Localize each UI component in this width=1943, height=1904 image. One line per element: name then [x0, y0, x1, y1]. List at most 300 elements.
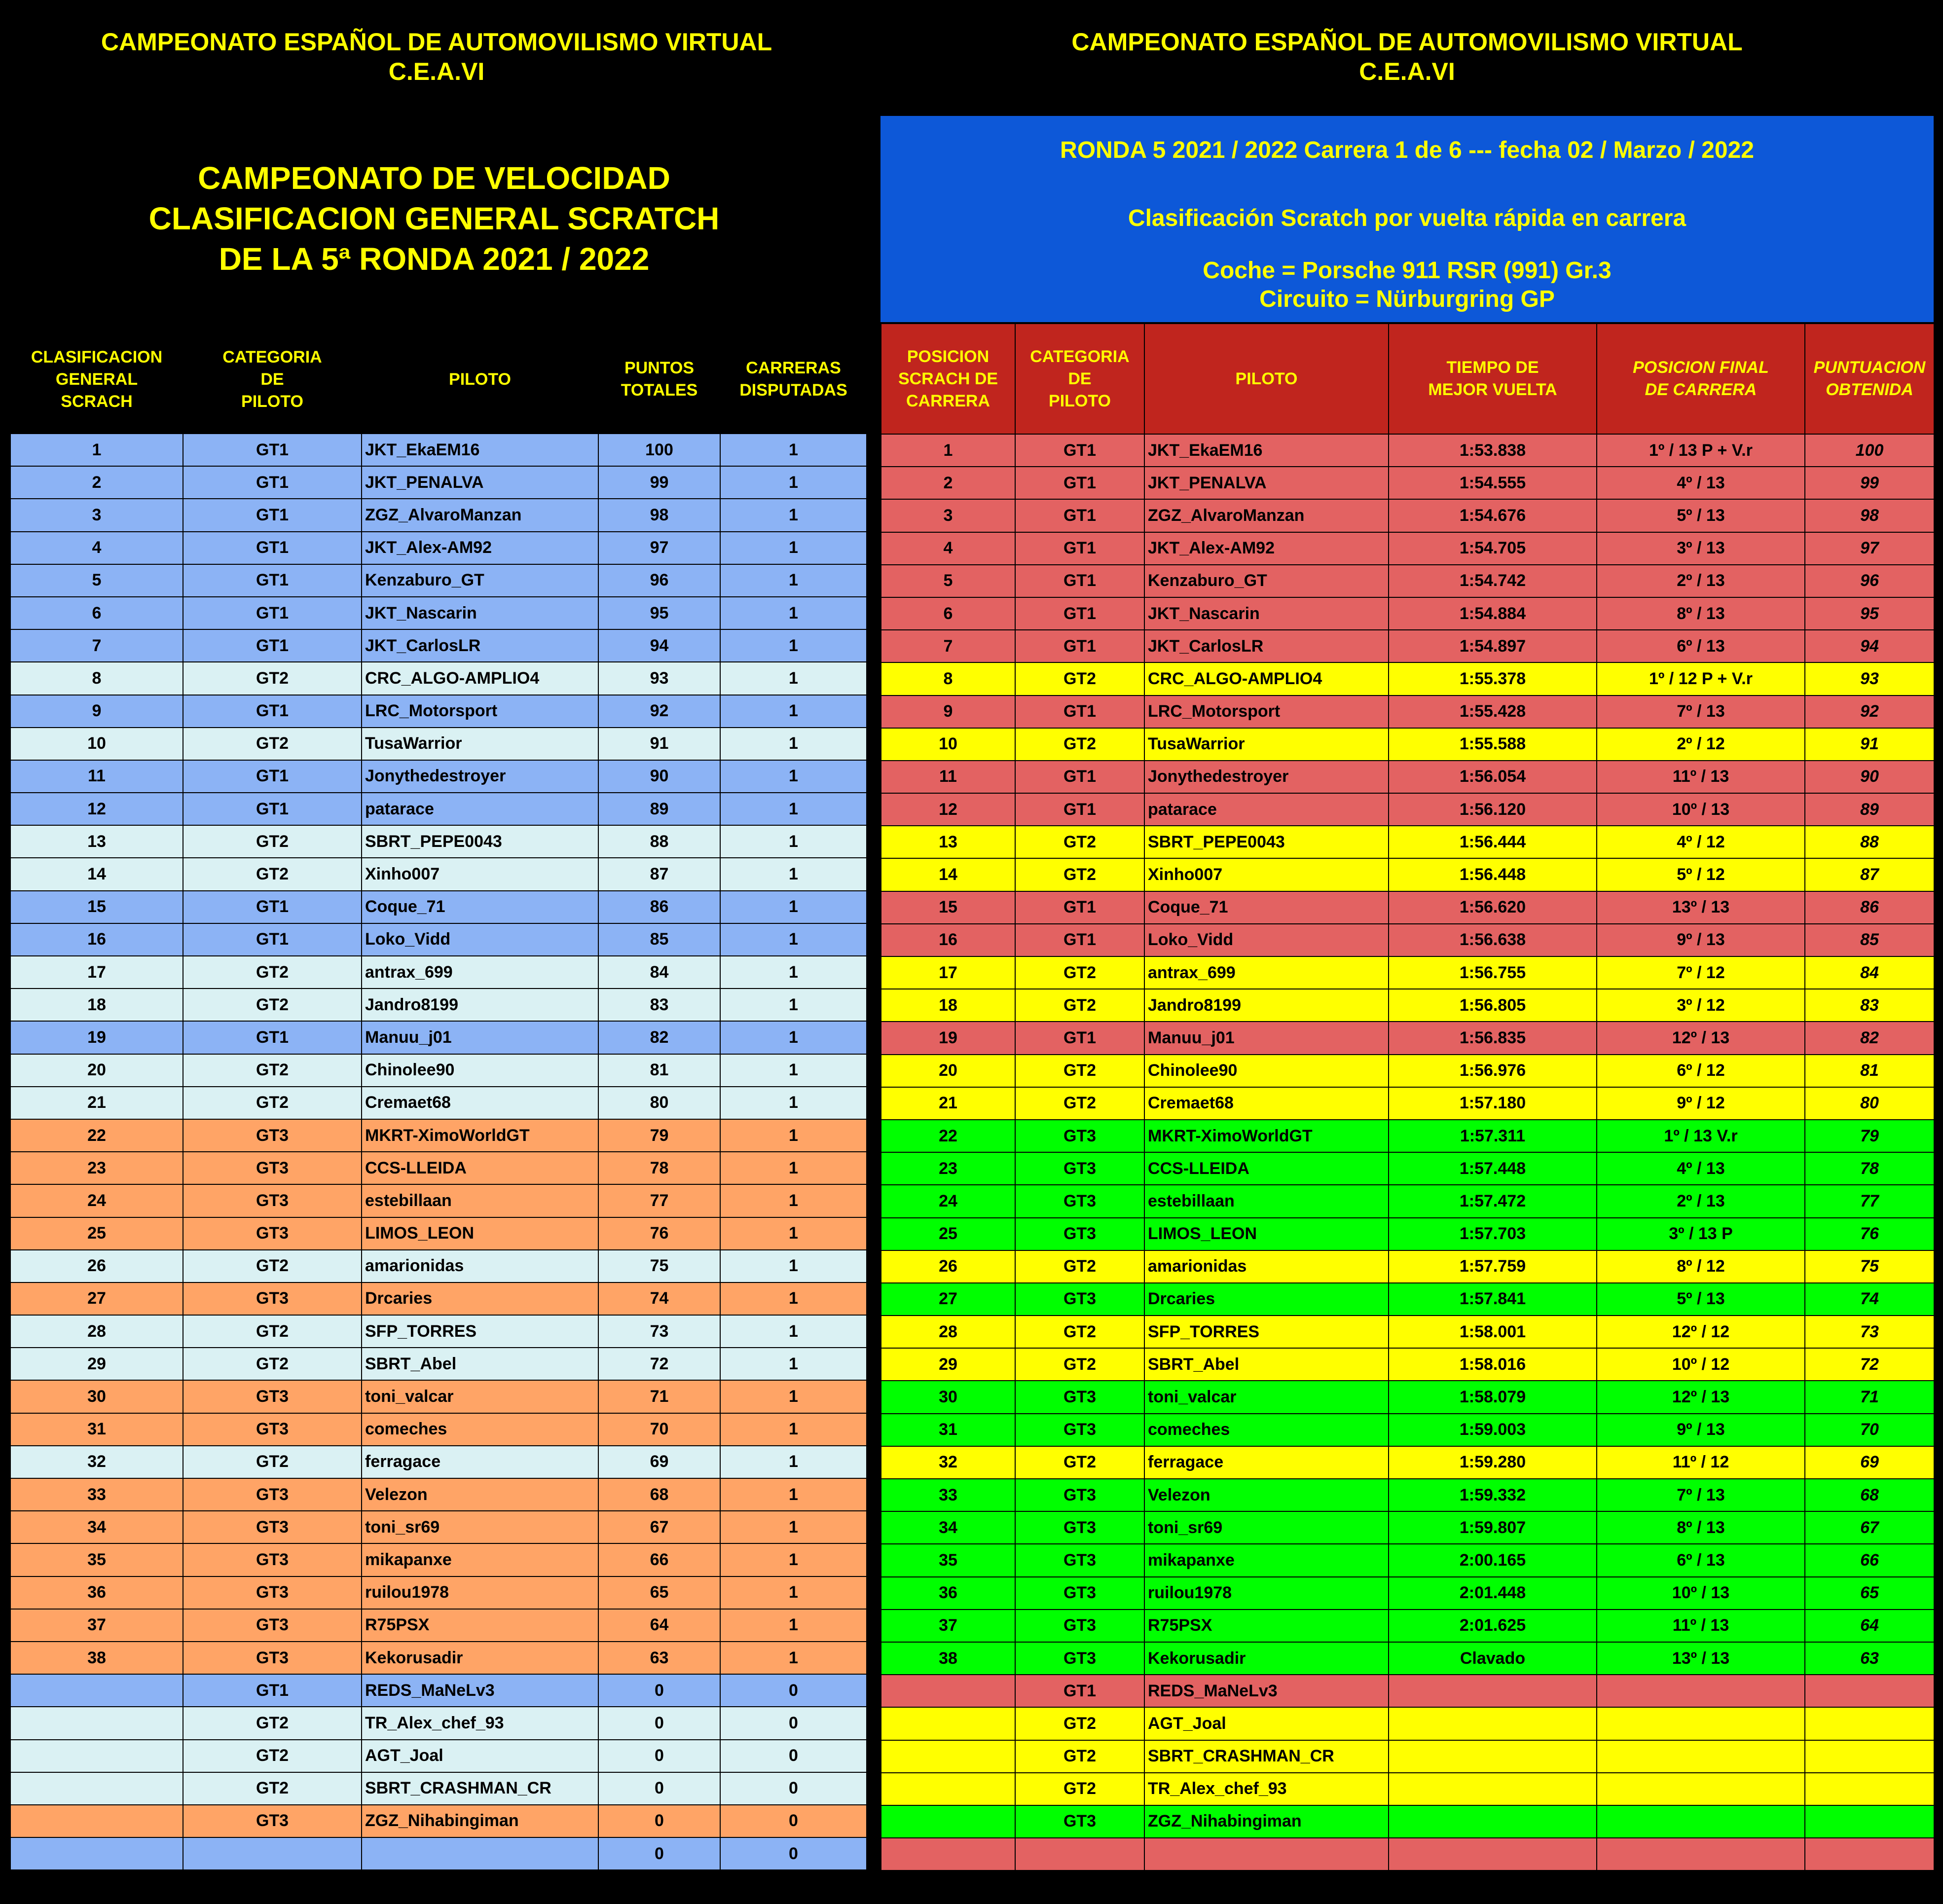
position-cell: 11 [10, 760, 183, 793]
race-position-cell: 36 [881, 1577, 1015, 1610]
final-position-cell [1597, 1838, 1805, 1870]
race-result-row [881, 1610, 1934, 1642]
standings-header-row [10, 326, 867, 434]
category-cell: GT3 [183, 1478, 362, 1511]
score-cell: 74 [1805, 1283, 1934, 1316]
category-cell: GT1 [183, 564, 362, 597]
points-cell: 76 [598, 1217, 720, 1250]
category-cell: GT1 [183, 923, 362, 956]
position-cell: 8 [10, 662, 183, 695]
category-cell: GT3 [1015, 1544, 1144, 1576]
position-cell: 24 [10, 1184, 183, 1217]
race-col-header-line: POSICION [907, 347, 990, 366]
position-cell: 3 [10, 499, 183, 531]
best-lap-cell: 1:53.838 [1389, 434, 1597, 467]
pilot-cell: Kekorusadir [1144, 1642, 1389, 1675]
race-result-row [881, 924, 1934, 956]
race-result-row [881, 1577, 1934, 1610]
race-position-cell: 25 [881, 1218, 1015, 1250]
race-result-row [881, 891, 1934, 924]
pilot-cell: Kekorusadir [362, 1642, 598, 1674]
races-cell: 0 [720, 1740, 867, 1772]
best-lap-cell: 1:59.003 [1389, 1414, 1597, 1446]
score-cell: 68 [1805, 1479, 1934, 1511]
best-lap-cell: 2:00.165 [1389, 1544, 1597, 1576]
position-cell: 35 [10, 1543, 183, 1576]
score-cell [1805, 1805, 1934, 1838]
race-position-cell: 32 [881, 1446, 1015, 1479]
final-position-cell: 8º / 13 [1597, 1511, 1805, 1544]
pilot-cell: SBRT_CRASHMAN_CR [1144, 1740, 1389, 1773]
final-position-cell: 11º / 12 [1597, 1446, 1805, 1479]
category-cell: GT1 [1015, 793, 1144, 826]
races-cell: 1 [720, 1446, 867, 1478]
pilot-cell: JKT_CarlosLR [362, 629, 598, 662]
position-cell: 28 [10, 1315, 183, 1348]
standings-row [10, 1315, 867, 1348]
standings-row [10, 1511, 867, 1543]
pilot-cell: TR_Alex_chef_93 [1144, 1773, 1389, 1805]
standings-row [10, 597, 867, 629]
final-position-cell: 13º / 13 [1597, 1642, 1805, 1675]
race-col-header [1389, 324, 1597, 434]
position-cell: 26 [10, 1250, 183, 1282]
best-lap-cell: 1:56.120 [1389, 793, 1597, 826]
standings-row [10, 1282, 867, 1315]
standings-row [10, 923, 867, 956]
pilot-cell: SBRT_CRASHMAN_CR [362, 1772, 598, 1805]
score-cell: 82 [1805, 1022, 1934, 1054]
category-cell: GT1 [1015, 434, 1144, 467]
score-cell: 95 [1805, 597, 1934, 630]
score-cell: 100 [1805, 434, 1934, 467]
races-cell: 1 [720, 499, 867, 531]
category-cell: GT3 [1015, 1642, 1144, 1675]
category-cell: GT1 [183, 793, 362, 825]
score-cell: 70 [1805, 1414, 1934, 1446]
score-cell: 71 [1805, 1381, 1934, 1413]
final-position-cell [1597, 1707, 1805, 1740]
position-cell: 37 [10, 1609, 183, 1642]
best-lap-cell: 1:58.016 [1389, 1348, 1597, 1381]
pilot-cell: JKT_PENALVA [1144, 467, 1389, 499]
best-lap-cell: 1:57.311 [1389, 1120, 1597, 1152]
category-cell: GT3 [183, 1282, 362, 1315]
race-col-header-line: CATEGORIA [1030, 347, 1130, 366]
race-result-row [881, 1511, 1934, 1544]
pilot-cell: SBRT_Abel [362, 1348, 598, 1380]
pilot-cell: mikapanxe [1144, 1544, 1389, 1576]
final-position-cell: 5º / 13 [1597, 499, 1805, 532]
points-cell: 85 [598, 923, 720, 956]
race-col-header [881, 324, 1015, 434]
pilot-cell: Velezon [362, 1478, 598, 1511]
best-lap-cell [1389, 1773, 1597, 1805]
pilot-cell: Chinolee90 [362, 1054, 598, 1087]
category-cell: GT1 [183, 1021, 362, 1054]
points-cell: 97 [598, 532, 720, 564]
points-cell: 99 [598, 466, 720, 499]
best-lap-cell: 1:54.705 [1389, 532, 1597, 565]
race-position-cell: 35 [881, 1544, 1015, 1576]
points-cell: 82 [598, 1021, 720, 1054]
pilot-cell: ruilou1978 [362, 1576, 598, 1609]
position-cell: 38 [10, 1642, 183, 1674]
position-cell [10, 1837, 183, 1870]
points-cell: 84 [598, 956, 720, 989]
points-cell: 95 [598, 597, 720, 629]
pilot-cell: Cremaet68 [362, 1087, 598, 1119]
race-position-cell: 30 [881, 1381, 1015, 1413]
races-cell: 1 [720, 1348, 867, 1380]
pilot-cell: mikapanxe [362, 1543, 598, 1576]
race-position-cell: 16 [881, 924, 1015, 956]
category-cell: GT2 [1015, 1348, 1144, 1381]
final-position-cell: 12º / 13 [1597, 1022, 1805, 1054]
score-cell: 73 [1805, 1316, 1934, 1348]
position-cell: 2 [10, 466, 183, 499]
standings-row [10, 499, 867, 531]
race-col-header-line: DE CARRERA [1645, 380, 1757, 399]
race-result-row [881, 1022, 1934, 1054]
races-cell: 1 [720, 858, 867, 890]
race-result-row [881, 1120, 1934, 1152]
standings-row [10, 1348, 867, 1380]
race-result-row [881, 1414, 1934, 1446]
score-cell: 67 [1805, 1511, 1934, 1544]
standings-row [10, 1707, 867, 1739]
score-cell: 72 [1805, 1348, 1934, 1381]
points-cell: 68 [598, 1478, 720, 1511]
pilot-cell: R75PSX [1144, 1610, 1389, 1642]
race-position-cell: 21 [881, 1087, 1015, 1120]
pilot-cell: Cremaet68 [1144, 1087, 1389, 1120]
right-org-acronym: C.E.A.VI [1359, 58, 1455, 85]
best-lap-cell: 1:56.755 [1389, 956, 1597, 989]
pilot-cell: Manuu_j01 [1144, 1022, 1389, 1054]
category-cell: GT1 [1015, 924, 1144, 956]
race-subtitle: Clasificación Scratch por vuelta rápida en carrera [1128, 205, 1686, 231]
category-cell: GT2 [183, 1740, 362, 1772]
race-result-row [881, 1446, 1934, 1479]
points-cell: 0 [598, 1674, 720, 1707]
standings-row [10, 1478, 867, 1511]
races-cell: 0 [720, 1805, 867, 1837]
race-position-cell [881, 1707, 1015, 1740]
race-position-cell: 28 [881, 1316, 1015, 1348]
pilot-cell: CCS-LLEIDA [1144, 1152, 1389, 1185]
race-results-body [881, 434, 1934, 1870]
pilot-cell [362, 1837, 598, 1870]
score-cell: 87 [1805, 858, 1934, 891]
race-circuit: Circuito = Nürburgring GP [1259, 286, 1555, 312]
standings-row [10, 858, 867, 890]
races-cell: 1 [720, 1250, 867, 1282]
best-lap-cell: 1:54.884 [1389, 597, 1597, 630]
pilot-cell: Kenzaburo_GT [1144, 565, 1389, 597]
race-col-header-line: POSICION FINAL [1633, 358, 1769, 377]
category-cell: GT3 [1015, 1414, 1144, 1446]
standings-row [10, 1021, 867, 1054]
points-cell: 72 [598, 1348, 720, 1380]
races-cell: 1 [720, 597, 867, 629]
category-cell: GT1 [1015, 696, 1144, 728]
best-lap-cell: 1:54.897 [1389, 630, 1597, 662]
pilot-cell: AGT_Joal [1144, 1707, 1389, 1740]
position-cell: 13 [10, 825, 183, 858]
standings-title-line2: CLASIFICACION GENERAL SCRATCH [148, 201, 720, 236]
race-result-row [881, 956, 1934, 989]
standings-table [10, 326, 867, 1870]
races-cell: 1 [720, 434, 867, 466]
races-cell: 1 [720, 793, 867, 825]
race-result-row [881, 1740, 1934, 1773]
standings-col-header [362, 326, 598, 434]
race-result-row [881, 434, 1934, 467]
races-cell: 1 [720, 923, 867, 956]
final-position-cell: 2º / 13 [1597, 565, 1805, 597]
score-cell [1805, 1707, 1934, 1740]
pilot-cell: SBRT_PEPE0043 [1144, 826, 1389, 858]
standings-row [10, 1837, 867, 1870]
final-position-cell: 11º / 13 [1597, 1610, 1805, 1642]
category-cell: GT3 [183, 1119, 362, 1152]
race-position-cell: 26 [881, 1250, 1015, 1283]
category-cell [1015, 1838, 1144, 1870]
category-cell: GT3 [183, 1184, 362, 1217]
race-position-cell: 33 [881, 1479, 1015, 1511]
standings-row [10, 629, 867, 662]
points-cell: 69 [598, 1446, 720, 1478]
races-cell: 1 [720, 1087, 867, 1119]
races-cell: 1 [720, 1184, 867, 1217]
race-result-row [881, 1152, 1934, 1185]
score-cell: 90 [1805, 761, 1934, 793]
final-position-cell: 7º / 13 [1597, 696, 1805, 728]
best-lap-cell: 2:01.448 [1389, 1577, 1597, 1610]
category-cell: GT3 [1015, 1805, 1144, 1838]
points-cell: 100 [598, 434, 720, 466]
pilot-cell: JKT_EkaEM16 [1144, 434, 1389, 467]
final-position-cell: 5º / 13 [1597, 1283, 1805, 1316]
category-cell: GT3 [183, 1413, 362, 1446]
pilot-cell: CRC_ALGO-AMPLIO4 [362, 662, 598, 695]
category-cell: GT2 [183, 858, 362, 890]
standings-col-header-line: CATEGORIA [222, 347, 322, 366]
position-cell: 18 [10, 989, 183, 1021]
score-cell: 85 [1805, 924, 1934, 956]
best-lap-cell: 1:57.841 [1389, 1283, 1597, 1316]
score-cell: 69 [1805, 1446, 1934, 1479]
score-cell: 63 [1805, 1642, 1934, 1675]
position-cell: 9 [10, 695, 183, 728]
right-org-title: CAMPEONATO ESPAÑOL DE AUTOMOVILISMO VIRTUAL [1071, 28, 1743, 56]
races-cell: 0 [720, 1837, 867, 1870]
pilot-cell: Drcaries [1144, 1283, 1389, 1316]
final-position-cell: 4º / 13 [1597, 467, 1805, 499]
races-cell: 1 [720, 1152, 867, 1184]
race-position-cell: 11 [881, 761, 1015, 793]
category-cell: GT1 [183, 629, 362, 662]
score-cell: 77 [1805, 1185, 1934, 1217]
points-cell: 94 [598, 629, 720, 662]
category-cell: GT2 [1015, 1055, 1144, 1087]
final-position-cell: 9º / 13 [1597, 1414, 1805, 1446]
pilot-cell: patarace [1144, 793, 1389, 826]
best-lap-cell [1389, 1740, 1597, 1773]
pilot-cell: JKT_PENALVA [362, 466, 598, 499]
final-position-cell: 12º / 12 [1597, 1316, 1805, 1348]
race-position-cell: 23 [881, 1152, 1015, 1185]
score-cell: 98 [1805, 499, 1934, 532]
points-cell: 93 [598, 662, 720, 695]
category-cell: GT2 [1015, 826, 1144, 858]
race-result-row [881, 1250, 1934, 1283]
score-cell: 80 [1805, 1087, 1934, 1120]
score-cell [1805, 1675, 1934, 1707]
standings-col-header-line: DISPUTADAS [739, 381, 847, 400]
standings-col-header-line: PILOTO [449, 369, 511, 389]
category-cell: GT1 [1015, 630, 1144, 662]
pilot-cell: LRC_Motorsport [362, 695, 598, 728]
final-position-cell: 3º / 13 [1597, 532, 1805, 565]
standings-row [10, 1446, 867, 1478]
race-position-cell: 14 [881, 858, 1015, 891]
standings-row [10, 662, 867, 695]
final-position-cell: 1º / 13 P + V.r [1597, 434, 1805, 467]
pilot-cell: CRC_ALGO-AMPLIO4 [1144, 662, 1389, 695]
standings-row [10, 1087, 867, 1119]
final-position-cell: 10º / 12 [1597, 1348, 1805, 1381]
best-lap-cell: 2:01.625 [1389, 1610, 1597, 1642]
points-cell: 96 [598, 564, 720, 597]
standings-row [10, 1642, 867, 1674]
race-result-row [881, 1185, 1934, 1217]
standings-row [10, 1674, 867, 1707]
position-cell: 16 [10, 923, 183, 956]
races-cell: 1 [720, 1119, 867, 1152]
points-cell: 90 [598, 760, 720, 793]
race-col-header-line: CARRERA [906, 391, 990, 410]
race-position-cell: 13 [881, 826, 1015, 858]
races-cell: 1 [720, 760, 867, 793]
race-position-cell: 31 [881, 1414, 1015, 1446]
score-cell: 64 [1805, 1610, 1934, 1642]
pilot-cell: toni_sr69 [362, 1511, 598, 1543]
category-cell: GT1 [183, 466, 362, 499]
category-cell: GT3 [183, 1576, 362, 1609]
race-result-row [881, 1642, 1934, 1675]
race-position-cell: 17 [881, 956, 1015, 989]
race-result-row [881, 1675, 1934, 1707]
category-cell: GT3 [1015, 1577, 1144, 1610]
left-org-header [0, 27, 873, 86]
pilot-cell: SBRT_PEPE0043 [362, 825, 598, 858]
pilot-cell: Jandro8199 [1144, 989, 1389, 1022]
position-cell: 5 [10, 564, 183, 597]
races-cell: 1 [720, 466, 867, 499]
score-cell: 92 [1805, 696, 1934, 728]
position-cell: 7 [10, 629, 183, 662]
category-cell: GT3 [1015, 1283, 1144, 1316]
race-col-header [1144, 324, 1389, 434]
category-cell: GT2 [183, 1087, 362, 1119]
pilot-cell: Drcaries [362, 1282, 598, 1315]
race-position-cell [881, 1675, 1015, 1707]
best-lap-cell: 1:59.280 [1389, 1446, 1597, 1479]
final-position-cell [1597, 1773, 1805, 1805]
final-position-cell: 2º / 13 [1597, 1185, 1805, 1217]
races-cell: 1 [720, 989, 867, 1021]
pilot-cell: JKT_EkaEM16 [362, 434, 598, 466]
pilot-cell: Loko_Vidd [362, 923, 598, 956]
race-position-cell: 38 [881, 1642, 1015, 1675]
best-lap-cell [1389, 1805, 1597, 1838]
best-lap-cell [1389, 1707, 1597, 1740]
race-position-cell: 12 [881, 793, 1015, 826]
points-cell: 87 [598, 858, 720, 890]
category-cell: GT2 [1015, 989, 1144, 1022]
category-cell: GT1 [1015, 532, 1144, 565]
points-cell: 0 [598, 1707, 720, 1739]
best-lap-cell: 1:55.428 [1389, 696, 1597, 728]
pilot-cell: CCS-LLEIDA [362, 1152, 598, 1184]
pilot-cell: R75PSX [362, 1609, 598, 1642]
pilot-cell: ZGZ_Nihabingiman [362, 1805, 598, 1837]
final-position-cell: 6º / 12 [1597, 1055, 1805, 1087]
final-position-cell: 8º / 13 [1597, 597, 1805, 630]
races-cell: 0 [720, 1772, 867, 1805]
race-result-row [881, 1316, 1934, 1348]
category-cell: GT2 [183, 1250, 362, 1282]
pilot-cell: MKRT-XimoWorldGT [362, 1119, 598, 1152]
position-cell [10, 1674, 183, 1707]
score-cell: 83 [1805, 989, 1934, 1022]
pilot-cell: comeches [362, 1413, 598, 1446]
races-cell: 1 [720, 695, 867, 728]
standings-row [10, 1772, 867, 1805]
points-cell: 63 [598, 1642, 720, 1674]
pilot-cell: JKT_Alex-AM92 [1144, 532, 1389, 565]
pilot-cell: ferragace [1144, 1446, 1389, 1479]
category-cell: GT2 [1015, 1740, 1144, 1773]
score-cell [1805, 1740, 1934, 1773]
race-result-row [881, 1838, 1934, 1870]
pilot-cell: patarace [362, 793, 598, 825]
race-position-cell: 18 [881, 989, 1015, 1022]
final-position-cell [1597, 1740, 1805, 1773]
pilot-cell: SFP_TORRES [362, 1315, 598, 1348]
races-cell: 1 [720, 891, 867, 923]
category-cell: GT3 [1015, 1120, 1144, 1152]
category-cell: GT3 [183, 1380, 362, 1413]
category-cell: GT2 [1015, 662, 1144, 695]
best-lap-cell: 1:56.444 [1389, 826, 1597, 858]
final-position-cell: 1º / 12 P + V.r [1597, 662, 1805, 695]
category-cell: GT2 [183, 825, 362, 858]
best-lap-cell: 1:56.805 [1389, 989, 1597, 1022]
standings-col-header-line: CARRERAS [746, 359, 841, 377]
points-cell: 66 [598, 1543, 720, 1576]
category-cell: GT2 [1015, 1707, 1144, 1740]
standings-row [10, 532, 867, 564]
best-lap-cell: 1:59.332 [1389, 1479, 1597, 1511]
race-col-header [1597, 324, 1805, 434]
races-cell: 1 [720, 662, 867, 695]
category-cell: GT2 [183, 662, 362, 695]
points-cell: 0 [598, 1805, 720, 1837]
score-cell: 97 [1805, 532, 1934, 565]
